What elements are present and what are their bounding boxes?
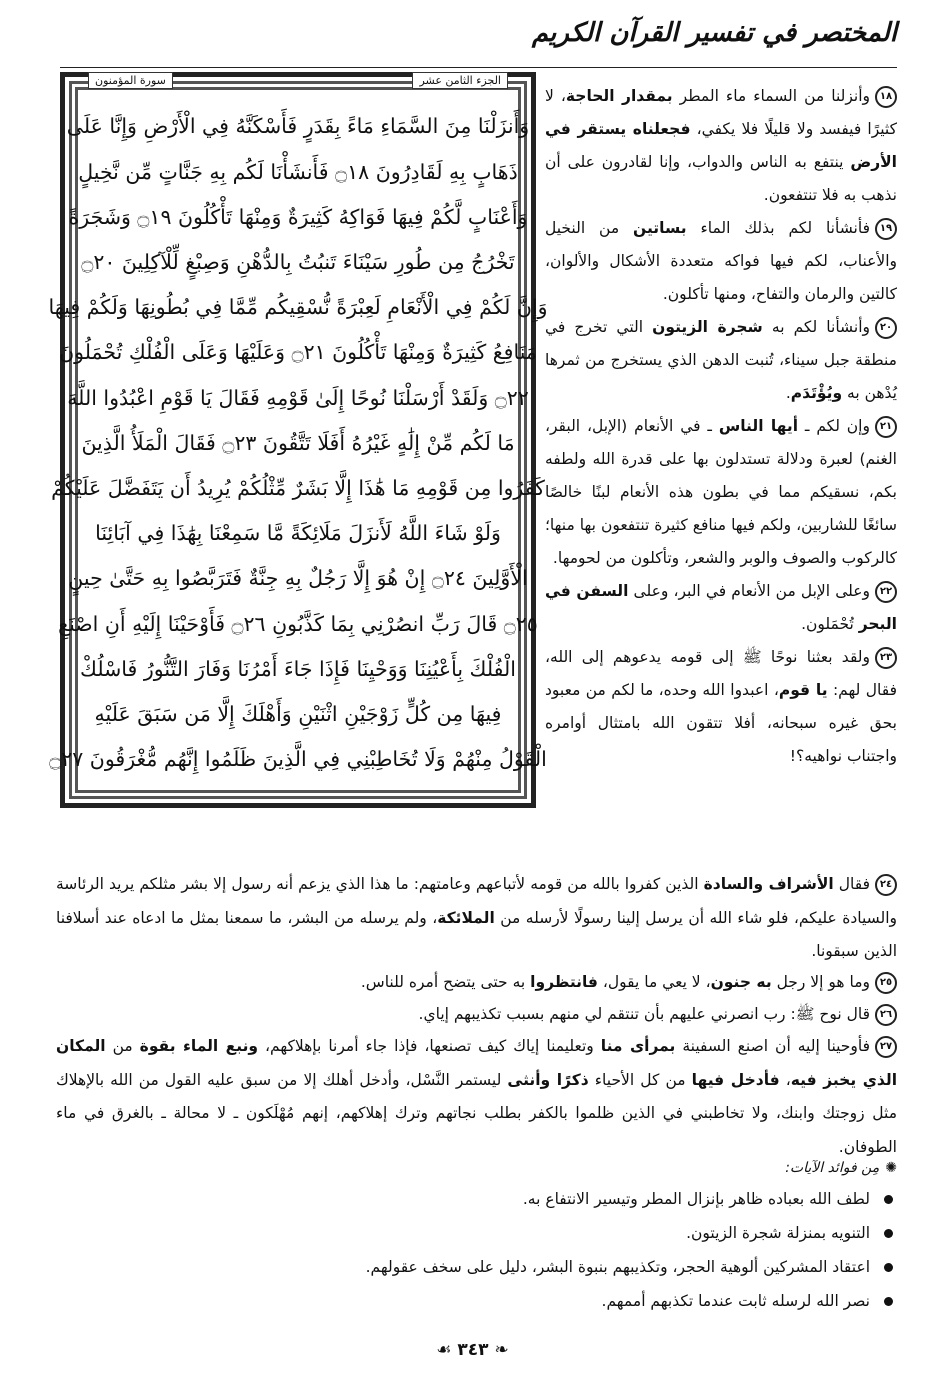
- tafsir-text: التي تخرج في منطقة جبل سيناء، تُنبت الدهن الذي يستخرج من ثمرها يُدْهن به: [545, 318, 897, 402]
- tafsir-text: قال نوح ﷺ: رب انصرني عليهم بأن تنتقم لي منهم بسبب تكذيبهم إياي.: [418, 1005, 870, 1023]
- quran-line: مَنَافِعُ كَثِيرَةٌ وَمِنْهَا تَأْكُلُونَ ۝٢١ وَعَلَيْهَا وَعَلَى الْفُلْكِ تُحْمَلُونَ: [59, 340, 537, 365]
- tafsir-bold: الملائكة: [437, 908, 495, 927]
- page-number: [0, 1340, 945, 1360]
- benefits-title-text: مِن فوائد الآيات:: [785, 1160, 880, 1176]
- tafsir-text: وعلى الإبل من الأنعام في البر، وعلى: [628, 582, 870, 600]
- tafsir-text: ، لا يعي ما يقول،: [597, 973, 711, 991]
- tafsir-text: من كل الأحياء: [588, 1070, 692, 1089]
- tafsir-bold: ذكرًا وأنثى: [507, 1070, 589, 1089]
- verse-number-icon: ٢٣: [875, 647, 897, 669]
- tafsir-text: ـ في الأنعام (الإبل، البقر، الغنم) لعبرة ودلالة تستدلون بها على قدرة الله ولطفه بكم، نسقيكم مما في بطون هذه الأنعام لبنًا خالصًا سائغًا للشاربين، ولكم فيها منافع كثيرة تنتفعون بها منها؛ كالركوب والصوف والوبر والشعر، وتأكلون من لحومها.: [545, 417, 897, 567]
- tafsir-text: وأنشأنا لكم به: [762, 318, 870, 336]
- quran-line: ذَهَابٍ بِهِ لَقَادِرُونَ ۝١٨ فَأَنشَأْنَا لَكُم بِهِ جَنَّاتٍ مِّن نَّخِيلٍ: [78, 159, 518, 184]
- verse-number-icon: ٢٢: [875, 581, 897, 603]
- quran-line: تَخْرُجُ مِن طُورِ سَيْنَاءَ تَنبُتُ بِالدُّهْنِ وَصِبْغٍ لِّلْآكِلِينَ ۝٢٠: [81, 249, 515, 274]
- bullet-icon: [884, 1195, 893, 1204]
- tafsir-bold: فجعلناه يستقر في الأرض: [545, 120, 897, 171]
- quran-line: وَأَعْنَابٍ لَّكُمْ فِيهَا فَوَاكِهُ كَثِيرَةٌ وَمِنْهَا تَأْكُلُونَ ۝١٩ وَشَجَرَةً: [68, 204, 528, 229]
- tafsir-text: ، لا كثيرًا فيفسد ولا قليلًا فلا يكفي،: [545, 87, 897, 138]
- tafsir-verse-24: [56, 868, 897, 969]
- tafsir-text: الذين كفروا بالله من قومه لأتباعهم وعامتهم: ما هذا الذي يزعم أنه رسول إلا بشر مثلكم يريد الرئاسة والسيادة عليكم، فلو شاء الله أن يرسل إلينا رسولًا لأرسله من: [56, 875, 897, 927]
- verse-number-icon: ٢٧: [875, 1036, 897, 1058]
- juz-label: الجزء الثامن عشر: [412, 72, 508, 89]
- benefit-item: [56, 1182, 897, 1216]
- tafsir-bold: شجرة الزيتون: [652, 318, 763, 336]
- tafsir-text: ينتفع به الناس والدواب، وإنا لقادرون على أن نذهب به فلا تنتفعون.: [545, 153, 897, 204]
- tafsir-bold: يا قوم: [778, 681, 828, 699]
- tafsir-bold: بمرأى منا: [600, 1037, 676, 1055]
- bullet-icon: [884, 1263, 893, 1272]
- tafsir-text: وإن لكم ـ: [798, 417, 870, 435]
- quran-line: ۝٢٥ قَالَ رَبِّ انصُرْنِي بِمَا كَذَّبُونِ ۝٢٦ فَأَوْحَيْنَا إِلَيْهِ أَنِ اصْنَعِ: [58, 611, 538, 636]
- tafsir-text: فقال: [833, 875, 870, 893]
- tafsir-verse-26: [56, 998, 897, 1032]
- tafsir-text: ،: [779, 1070, 791, 1089]
- tafsir-verse-22: [545, 575, 897, 641]
- ornament-right-icon: ☙: [436, 1340, 452, 1360]
- mushaf-frame: [48, 72, 548, 808]
- quran-line: مَا لَكُم مِّنْ إِلَٰهٍ غَيْرُهُ أَفَلَا تَتَّقُونَ ۝٢٣ فَقَالَ الْمَلَأُ الَّذِينَ: [81, 430, 515, 455]
- benefit-text: لطف الله بعباده ظاهر بإنزال المطر وتيسير الانتفاع به.: [522, 1190, 870, 1208]
- quran-text: [48, 98, 548, 782]
- tafsir-verse-18: [545, 80, 897, 212]
- tafsir-text: فأوحينا إليه أن اصنع السفينة: [675, 1037, 871, 1055]
- tafsir-bold: بمقدار الحاجة: [565, 87, 673, 105]
- verse-number-icon: ١٩: [875, 218, 897, 240]
- quran-line: كَفَرُوا مِن قَوْمِهِ مَا هَٰذَا إِلَّا بَشَرٌ مِّثْلُكُمْ يُرِيدُ أَن يَتَفَضَّلَ عَلَيْكُمْ: [51, 475, 545, 500]
- tafsir-side-column: [545, 80, 897, 773]
- tafsir-verse-27: [56, 1030, 897, 1164]
- benefit-text: اعتقاد المشركين ألوهية الحجر، وتكذيبهم بنبوة البشر، دليل على سخف عقولهم.: [365, 1258, 870, 1276]
- tafsir-text: .: [785, 384, 791, 402]
- tafsir-bold: المكان الذي يخبز فيه: [56, 1037, 898, 1089]
- tafsir-bold: ويُؤْتَدَم: [790, 384, 843, 402]
- bullet-icon: [884, 1229, 893, 1238]
- benefits-heading: [56, 1160, 897, 1176]
- tafsir-text: وأنزلنا من السماء ماء المطر: [672, 87, 870, 105]
- verse-number-icon: ١٨: [875, 86, 897, 108]
- tafsir-text: به حتى يتضح أمره للناس.: [360, 973, 531, 991]
- bullet-icon: [884, 1297, 893, 1306]
- tafsir-text: ، اعبدوا الله وحده، ما لكم من معبود بحق غيره سبحانه، أفلا تتقون الله بامتثال أوامره واجتناب نواهيه؟!: [545, 681, 897, 765]
- tafsir-verse-20: [545, 311, 897, 410]
- quran-line: وَلَوْ شَاءَ اللَّهُ لَأَنزَلَ مَلَائِكَةً مَّا سَمِعْنَا بِهَٰذَا فِي آبَائِنَا: [95, 521, 501, 546]
- tafsir-text: ، ولم يرسله من البشر، ما سمعنا بمثل ما ادعاه عند أسلافنا الذين سبقونا.: [56, 908, 897, 960]
- surah-label: سورة المؤمنون: [88, 72, 173, 89]
- quran-line: ۝٢٢ وَلَقَدْ أَرْسَلْنَا نُوحًا إِلَىٰ قَوْمِهِ فَقَالَ يَا قَوْمِ اعْبُدُوا اللَّهَ: [67, 385, 529, 410]
- tafsir-text: من النخيل والأعناب، لكم فيها فواكه متعددة الأشكال والألوان، كالتين والرمان والتفاح، ومنها تأكلون.: [545, 219, 897, 303]
- page-header: [60, 14, 897, 68]
- benefit-item: [56, 1250, 897, 1284]
- quran-line: فِيهَا مِن كُلٍّ زَوْجَيْنِ اثْنَيْنِ وَأَهْلَكَ إِلَّا مَن سَبَقَ عَلَيْهِ: [94, 701, 502, 726]
- verse-number-icon: ٢٠: [875, 317, 897, 339]
- tafsir-bold: أيها الناس: [718, 417, 799, 435]
- tafsir-verse-21: [545, 410, 897, 575]
- tafsir-text: من: [105, 1037, 140, 1055]
- ornament-left-icon: ❧: [494, 1340, 509, 1360]
- quran-line: وَأَنزَلْنَا مِنَ السَّمَاءِ مَاءً بِقَدَرٍ فَأَسْكَنَّهُ فِي الْأَرْضِ وَإِنَّا عَلَى: [66, 114, 530, 139]
- tafsir-bold: السفن في البحر: [545, 582, 897, 633]
- benefit-item: [56, 1216, 897, 1250]
- benefit-text: نصر الله لرسله ثابت عندما تكذبهم أممهم.: [601, 1292, 870, 1310]
- verse-number-icon: ٢٥: [875, 972, 897, 994]
- verse-number-icon: ٢١: [875, 416, 897, 438]
- tafsir-bold: فانتظروا: [530, 973, 598, 991]
- ornament-star-icon: ✺: [885, 1160, 897, 1176]
- quran-line: الْقَوْلُ مِنْهُمْ وَلَا تُخَاطِبْنِي فِي الَّذِينَ ظَلَمُوا إِنَّهُم مُّغْرَقُونَ ۝٢٧: [49, 747, 547, 772]
- mushaf-inner-frame: [48, 74, 548, 799]
- quran-line: الْأَوَّلِينَ ۝٢٤ إِنْ هُوَ إِلَّا رَجُلٌ بِهِ جِنَّةٌ فَتَرَبَّصُوا بِهِ حَتَّىٰ حِينٍ: [68, 566, 528, 591]
- tafsir-verse-25: [56, 966, 897, 1000]
- tafsir-text: ولقد بعثنا نوحًا ﷺ إلى قومه يدعوهم إلى الله، فقال لهم:: [545, 648, 897, 699]
- book-title: المختصر في تفسير القرآن الكريم: [531, 18, 897, 48]
- benefits-section: [56, 1160, 897, 1318]
- tafsir-bold: الأشراف والسادة: [703, 875, 834, 893]
- tafsir-text: وتعليمنا إياك كيف تصنعها، فإذا جاء أمرنا بإهلاكهم،: [258, 1037, 601, 1055]
- tafsir-bold: به جنون: [710, 973, 772, 991]
- quran-line: وَإِنَّ لَكُمْ فِي الْأَنْعَامِ لَعِبْرَةً نُّسْقِيكُم مِّمَّا فِي بُطُونِهَا وَلَكُمْ فِيهَا: [48, 295, 548, 320]
- benefit-item: [56, 1284, 897, 1318]
- tafsir-verse-23: [545, 641, 897, 773]
- benefit-text: التنويه بمنزلة شجرة الزيتون.: [686, 1224, 870, 1242]
- page-number-value: ٣٤٣: [457, 1340, 489, 1360]
- verse-number-icon: ٢٤: [875, 874, 897, 896]
- verse-number-icon: ٢٦: [875, 1004, 897, 1026]
- tafsir-text: تُحْمَلون.: [801, 615, 859, 633]
- tafsir-bold: فأدخل فيها: [691, 1070, 780, 1089]
- quran-line: الْفُلْكَ بِأَعْيُنِنَا وَوَحْيِنَا فَإِذَا جَاءَ أَمْرُنَا وَفَارَ التَّنُّورُ فَاسْلُكْ: [80, 656, 516, 681]
- tafsir-bold: بساتين: [633, 219, 687, 237]
- tafsir-text: فأنشأنا لكم بذلك الماء: [686, 219, 870, 237]
- tafsir-text: وما هو إلا رجل: [771, 973, 870, 991]
- tafsir-verse-19: [545, 212, 897, 311]
- tafsir-bold: ونبع الماء بقوة: [139, 1037, 259, 1055]
- tafsir-text: ليستمر النَّسْل، وأدخل أهلك إلا من سبق عليه القول من الله بالإهلاك مثل زوجتك وابنك، ولا تخاطبني في الذين ظلموا بالكفر بطلب نجاتهم وترك إهلاكهم، إنهم مُهْلَكون ـ لا محالة ـ بالغرق في ماء الطوفان.: [56, 1070, 897, 1156]
